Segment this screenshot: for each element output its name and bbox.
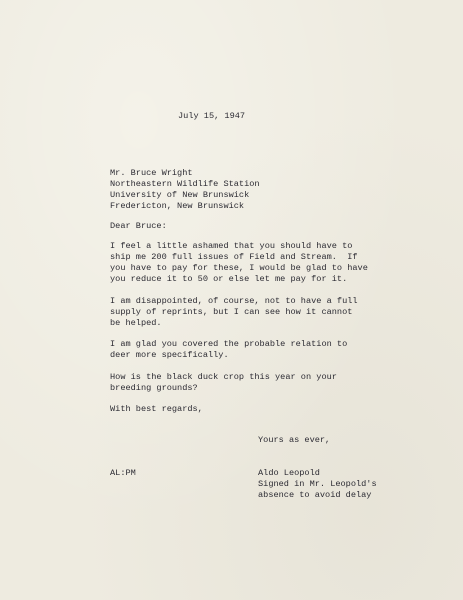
- signature-name: Aldo Leopold: [258, 468, 320, 478]
- paragraph-line: With best regards,: [110, 404, 203, 414]
- letter-date: July 15, 1947: [178, 111, 246, 121]
- paragraph-line: supply of reprints, but I can see how it cannot: [110, 307, 353, 317]
- paragraph-line: you reduce it to 50 or else let me pay for it.: [110, 274, 348, 284]
- paragraph-line: How is the black duck crop this year on your: [110, 372, 337, 382]
- recipient-organization: Northeastern Wildlife Station: [110, 179, 260, 189]
- paragraph-line: I am disappointed, of course, not to have a full: [110, 296, 358, 306]
- salutation: Dear Bruce:: [110, 221, 167, 231]
- paragraph-line: I am glad you covered the probable relation to: [110, 339, 348, 349]
- recipient-city: Fredericton, New Brunswick: [110, 201, 245, 211]
- paragraph-line: I feel a little ashamed that you should have to: [110, 241, 353, 251]
- closing: Yours as ever,: [258, 435, 331, 445]
- paragraph-line: deer more specifically.: [110, 350, 229, 360]
- typist-initials: AL:PM: [110, 468, 136, 478]
- paragraph-line: ship me 200 full issues of Field and Stream. If: [110, 252, 358, 262]
- signature-note: absence to avoid delay: [258, 490, 372, 500]
- recipient-university: University of New Brunswick: [110, 190, 250, 200]
- paragraph-line: breeding grounds?: [110, 383, 198, 393]
- paragraph-line: be helped.: [110, 318, 162, 328]
- recipient-name: Mr. Bruce Wright: [110, 168, 193, 178]
- paragraph-line: you have to pay for these, I would be glad to have: [110, 263, 368, 273]
- signature-note: Signed in Mr. Leopold's: [258, 479, 377, 489]
